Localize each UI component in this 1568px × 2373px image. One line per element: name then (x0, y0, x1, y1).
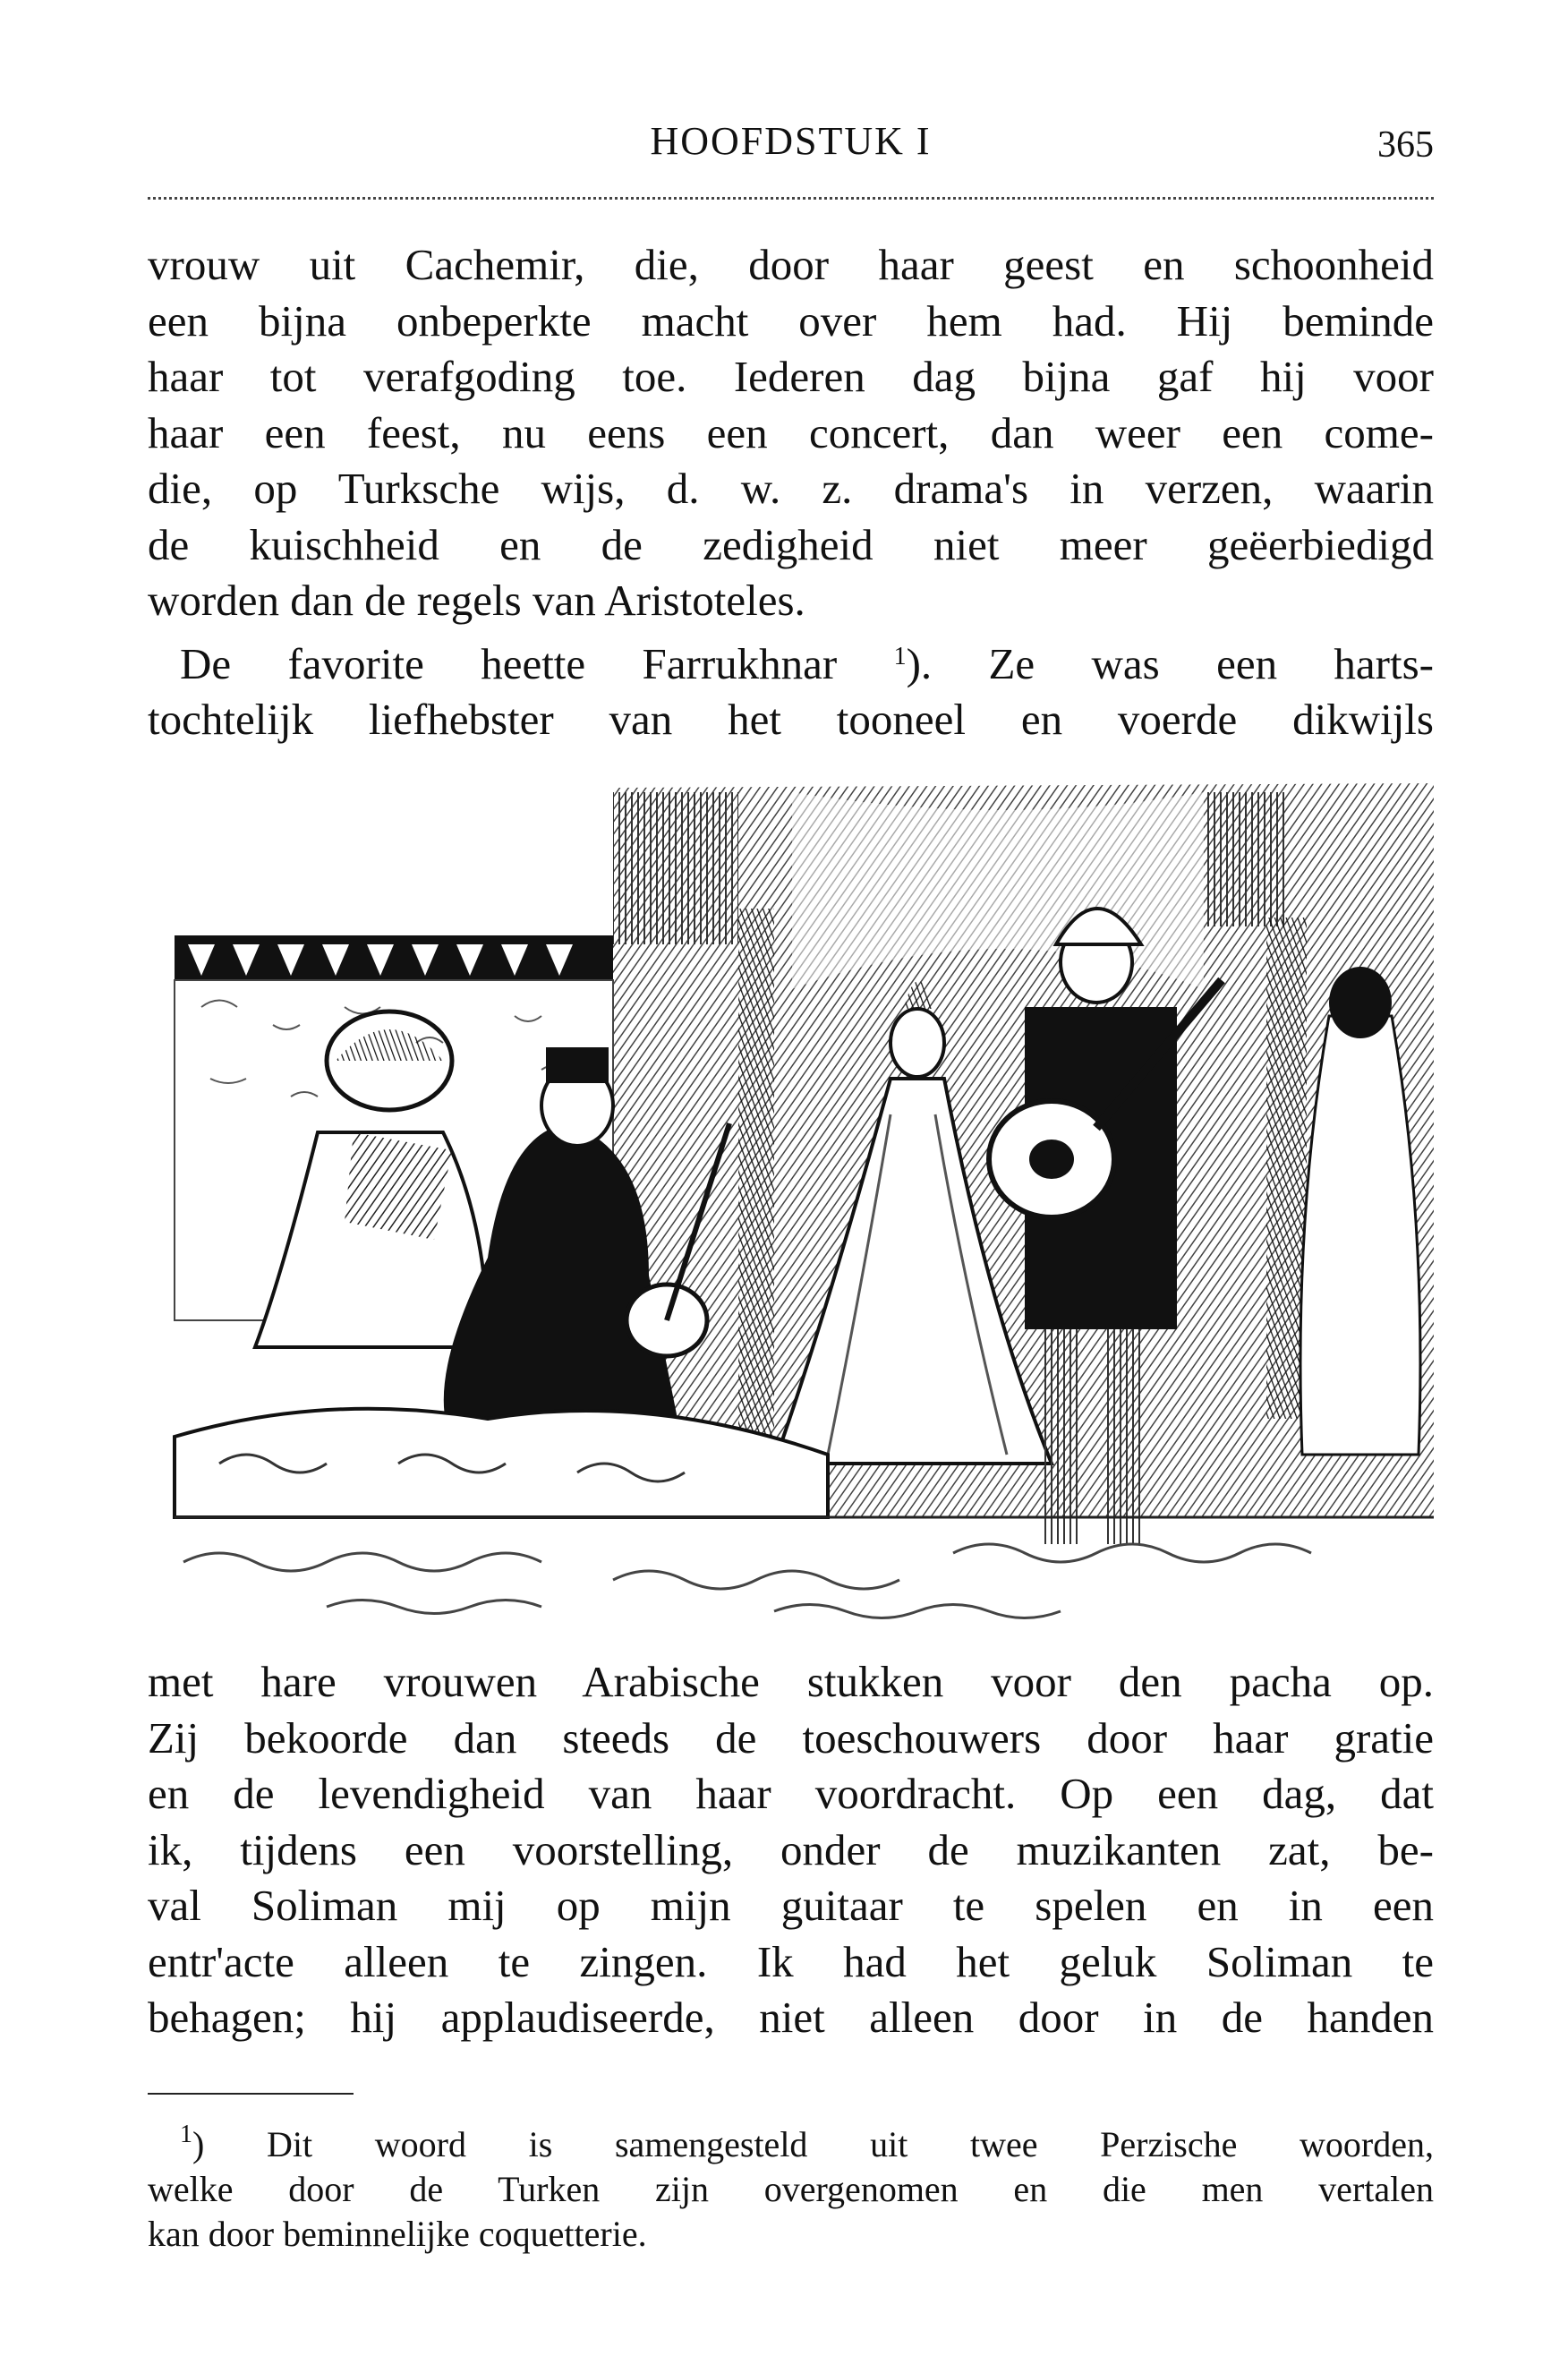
footnote (148, 2113, 1434, 2257)
page-number: 365 (1377, 124, 1434, 166)
header-dotted-rule (148, 197, 1434, 200)
text-line: worden dan de regels van Aristoteles. (148, 576, 805, 625)
footnote-rule (148, 2093, 354, 2095)
running-header (148, 115, 1434, 177)
body-text-top (148, 237, 1434, 748)
text-line: vrouw uit Cachemir, die, door haar geest en schoonheid (148, 240, 1434, 289)
text-line: haar een feest, nu eens een concert, dan weer een come- (148, 407, 1434, 457)
footnote-line: welke door de Turken zijn overgenomen en die men vertalen (148, 2169, 1434, 2209)
text-line: Zij bekoorde dan steeds de toeschouwers door haar gratie (148, 1712, 1434, 1763)
text-line: behagen; hij applaudiseerde, niet alleen door in de handen (148, 1993, 1434, 2042)
text-line: de kuischheid en de zedigheid niet meer geëerbiedigd (148, 519, 1434, 569)
text-line: en de levendigheid van haar voordracht. Op een dag, dat (148, 1769, 1434, 1818)
text-line: val Soliman mij op mijn guitaar te spelen en in een (148, 1881, 1434, 1930)
engraving-harem-musicians-icon (148, 774, 1434, 1625)
running-title: HOOFDSTUK I (650, 119, 932, 163)
body-text-bottom (148, 1654, 1434, 2046)
footnote-marker: 1 (180, 2121, 192, 2148)
text-line: een bijna onbeperkte macht over hem had. Hij beminde (148, 295, 1434, 346)
text-fragment: De favorite heette Farrukhnar (180, 638, 894, 688)
text-line: haar tot verafgoding toe. Iederen dag bijna gaf hij voor (148, 352, 1434, 401)
text-line: tochtelijk liefhebster van het tooneel en voerde dikwijls (148, 695, 1434, 744)
footnote-line: kan door beminnelijke coquetterie. (148, 2214, 647, 2254)
text-fragment: ). Ze was een harts- (906, 638, 1434, 688)
text-line (148, 629, 1434, 693)
text-line: ik, tijdens een voorstelling, onder de muzikanten zat, be- (148, 1824, 1434, 1874)
text-fragment: ) Dit woord is samengesteld uit twee Perzische woorden, (192, 2124, 1434, 2164)
footnote-reference: 1 (893, 642, 907, 670)
text-line: die, op Turksche wijs, d. w. z. drama's in verzen, waarin (148, 464, 1434, 513)
footnote-line (148, 2113, 1434, 2167)
text-line: met hare vrouwen Arabische stukken voor den pacha op. (148, 1657, 1434, 1706)
text-line: entr'acte alleen te zingen. Ik had het geluk Soliman te (148, 1936, 1434, 1986)
